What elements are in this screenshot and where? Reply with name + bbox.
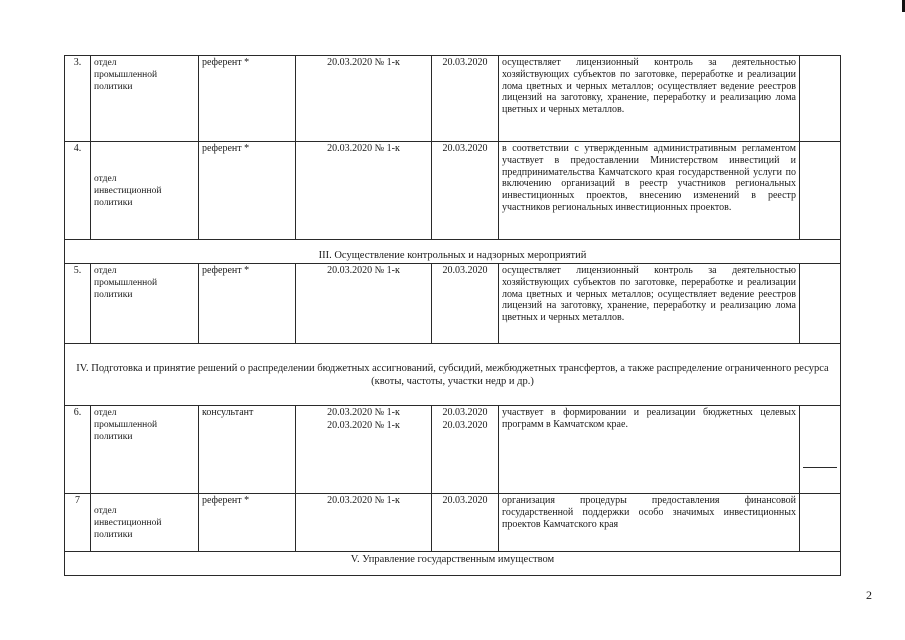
department-cell <box>91 264 199 344</box>
section-heading: V. Управление государственным имуществом <box>65 552 841 576</box>
order-cell: 20.03.2020 № 1-к <box>296 142 432 240</box>
order-cell <box>296 406 432 494</box>
date-cell: 20.03.2020 <box>432 264 499 344</box>
row-number: 7 <box>65 494 91 552</box>
department-line: политики <box>94 529 133 540</box>
function-cell: осуществляет лицензионный контроль за деятельностью хозяйствующих субъектов по заготовке, переработке и реализации лома цветных и черных металлов; осуществляет ведение реестров лицензий на заготовку, хранение, переработку и реализацию лома цветных и черных металлов. <box>499 264 800 344</box>
functions-table <box>64 55 841 576</box>
department-line: инвестиционной <box>94 185 162 196</box>
date-line: 20.03.2020 <box>442 407 488 418</box>
position-cell: референт * <box>199 494 296 552</box>
department-cell <box>91 494 199 552</box>
table-row <box>65 142 841 240</box>
department-line: отдел <box>94 408 117 418</box>
function-cell: организация процедуры предоставления финансовой государственной поддержки особо значимых инвестиционных проектов Камчатского края <box>499 494 800 552</box>
split-cell-upper <box>803 407 837 468</box>
position-cell: референт * <box>199 264 296 344</box>
department-line: политики <box>94 197 133 208</box>
department-cell <box>91 406 199 494</box>
row-number: 4. <box>65 142 91 240</box>
section-row <box>65 344 841 406</box>
date-line: 20.03.2020 <box>442 419 488 431</box>
order-cell: 20.03.2020 № 1-к <box>296 56 432 142</box>
section-heading: III. Осуществление контрольных и надзорных мероприятий <box>65 240 841 264</box>
page-number: 2 <box>866 588 872 602</box>
department-line: отдел <box>94 266 117 276</box>
table-row <box>65 494 841 552</box>
department-line: отдел <box>94 58 117 68</box>
empty-cell <box>800 494 841 552</box>
function-cell: осуществляет лицензионный контроль за деятельностью хозяйствующих субъектов по заготовке, переработке и реализации лома цветных и черных металлов; осуществляет ведение реестров лицензий на заготовку, хранение, переработку и реализацию лома цветных и черных металлов. <box>499 56 800 142</box>
order-cell: 20.03.2020 № 1-к <box>296 494 432 552</box>
position-cell: референт * <box>199 142 296 240</box>
department-line: инвестиционной <box>94 517 162 528</box>
department-line: промышленной <box>94 278 158 288</box>
date-cell <box>432 406 499 494</box>
date-cell: 20.03.2020 <box>432 56 499 142</box>
department-line: промышленной <box>94 70 158 80</box>
section-row <box>65 240 841 264</box>
section-heading: IV. Подготовка и принятие решений о распределении бюджетных ассигнований, субсидий, межбюджетных трансфертов, а также распределение ограниченного ресурса (квоты, частоты, участки недр и др.) <box>65 344 841 406</box>
date-cell: 20.03.2020 <box>432 494 499 552</box>
department-line: политики <box>94 432 133 442</box>
split-cell <box>800 406 841 494</box>
order-line: 20.03.2020 № 1-к <box>327 407 400 418</box>
department-line: отдел <box>94 505 117 516</box>
order-line: 20.03.2020 № 1-к <box>327 419 400 431</box>
department-line: политики <box>94 290 133 300</box>
department-line: отдел <box>94 173 117 184</box>
department-cell <box>91 56 199 142</box>
position-cell: референт * <box>199 56 296 142</box>
department-line: политики <box>94 82 133 92</box>
table-row <box>65 56 841 142</box>
function-cell: участвует в формировании и реализации бюджетных целевых программ в Камчатском крае. <box>499 406 800 494</box>
row-number: 5. <box>65 264 91 344</box>
date-cell: 20.03.2020 <box>432 142 499 240</box>
row-number: 6. <box>65 406 91 494</box>
section-row <box>65 552 841 576</box>
empty-cell <box>800 56 841 142</box>
department-cell <box>91 142 199 240</box>
department-line: промышленной <box>94 420 158 430</box>
table-row <box>65 264 841 344</box>
row-number: 3. <box>65 56 91 142</box>
table-row <box>65 406 841 494</box>
function-cell: в соответствии с утвержденным административным регламентом участвует в предоставлении Министерством инвестиций и предпринимательства Камчатского края государственной услуги по включению организаций в реестр участников региональных инвестиционных проектов, внесению изменений в реестр участников региональных инвестиционных проектов. <box>499 142 800 240</box>
empty-cell <box>800 142 841 240</box>
position-cell: консультант <box>199 406 296 494</box>
order-cell: 20.03.2020 № 1-к <box>296 264 432 344</box>
empty-cell <box>800 264 841 344</box>
